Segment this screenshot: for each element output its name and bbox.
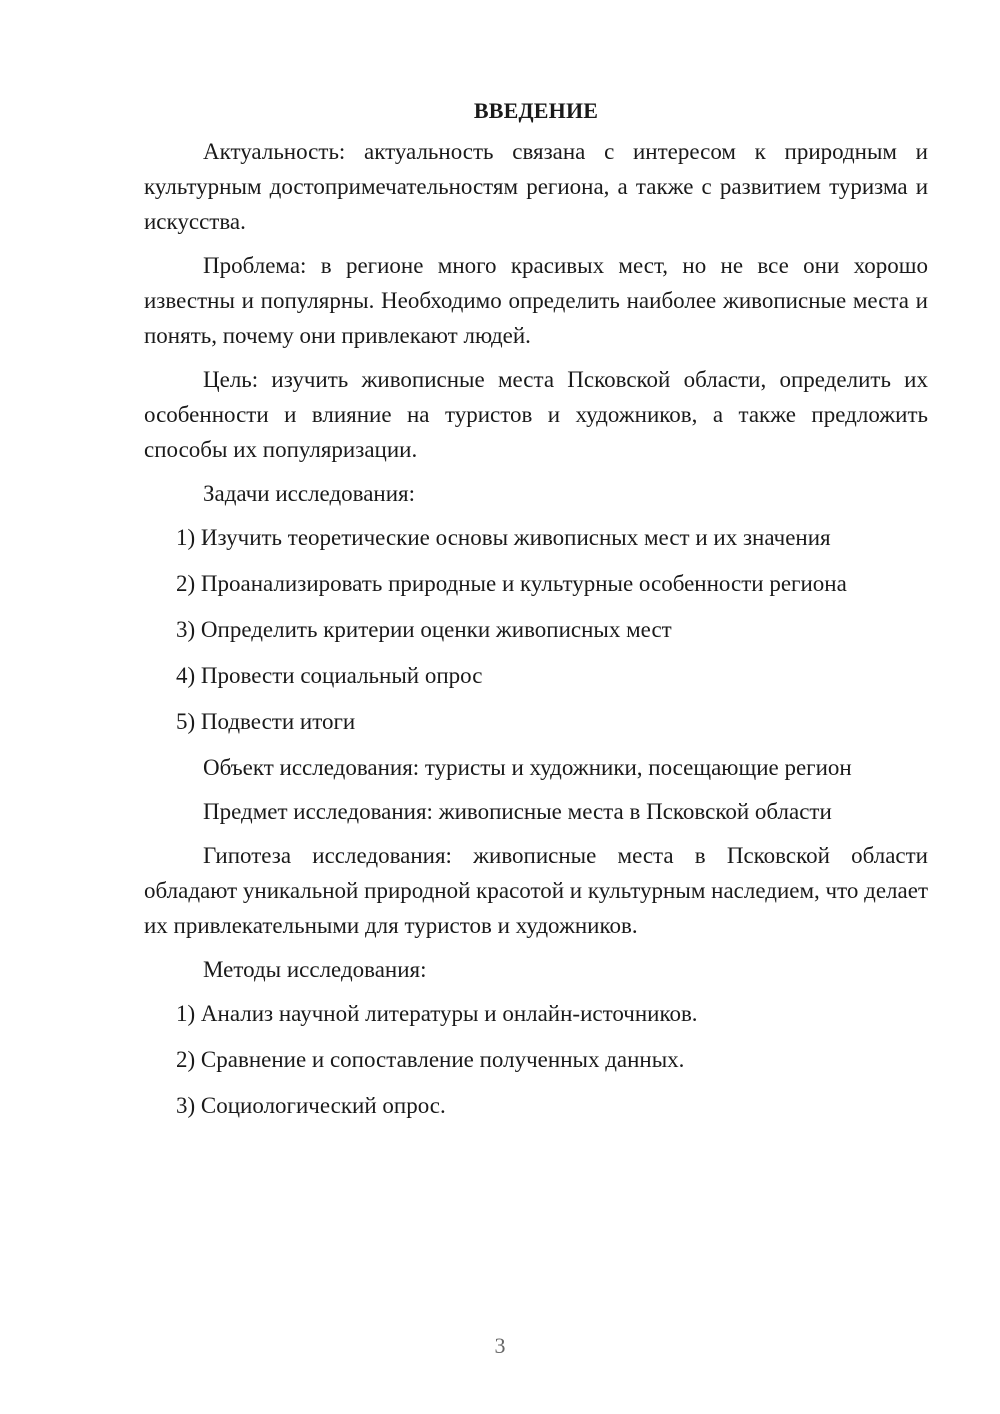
page-number: 3 [494, 1333, 506, 1358]
hypothesis-paragraph: Гипотеза исследования: живописные места в Псковской области обладают уникальной природной красотой и культурным наследием, что делает их привлекательными для туристов и художников. [144, 843, 928, 938]
list-item: 3) Социологический опрос. [176, 1093, 446, 1118]
list-item: 1) Анализ научной литературы и онлайн-источников. [176, 1001, 698, 1026]
subject-paragraph: Предмет исследования: живописные места в Псковской области [203, 799, 832, 824]
problem-paragraph: Проблема: в регионе много красивых мест, но не все они хорошо известны и популярны. Необходимо определить наиболее живописные места и понять, почему они привлекают людей. [144, 253, 928, 348]
list-item: 3) Определить критерии оценки живописных мест [176, 617, 672, 642]
list-item: 4) Провести социальный опрос [176, 663, 483, 688]
list-item: 1) Изучить теоретические основы живописных мест и их значения [176, 525, 831, 550]
goal-paragraph: Цель: изучить живописные места Псковской области, определить их особенности и влияние на туристов и художников, а также предложить способы их популяризации. [144, 367, 928, 462]
tasks-list [144, 520, 928, 739]
methods-list [144, 996, 928, 1123]
page-title: ВВЕДЕНИЕ [473, 98, 599, 123]
methods-heading: Методы исследования: [203, 957, 427, 982]
object-paragraph: Объект исследования: туристы и художники, посещающие регион [203, 755, 852, 780]
list-item: 2) Проанализировать природные и культурные особенности региона [176, 571, 847, 596]
list-item: 2) Сравнение и сопоставление полученных данных. [176, 1047, 685, 1072]
page-content [144, 96, 928, 1134]
list-item: 5) Подвести итоги [176, 709, 356, 734]
relevance-paragraph: Актуальность: актуальность связана с интересом к природным и культурным достопримечательностям региона, а также с развитием туризма и искусства. [144, 139, 928, 234]
tasks-heading: Задачи исследования: [203, 481, 416, 506]
